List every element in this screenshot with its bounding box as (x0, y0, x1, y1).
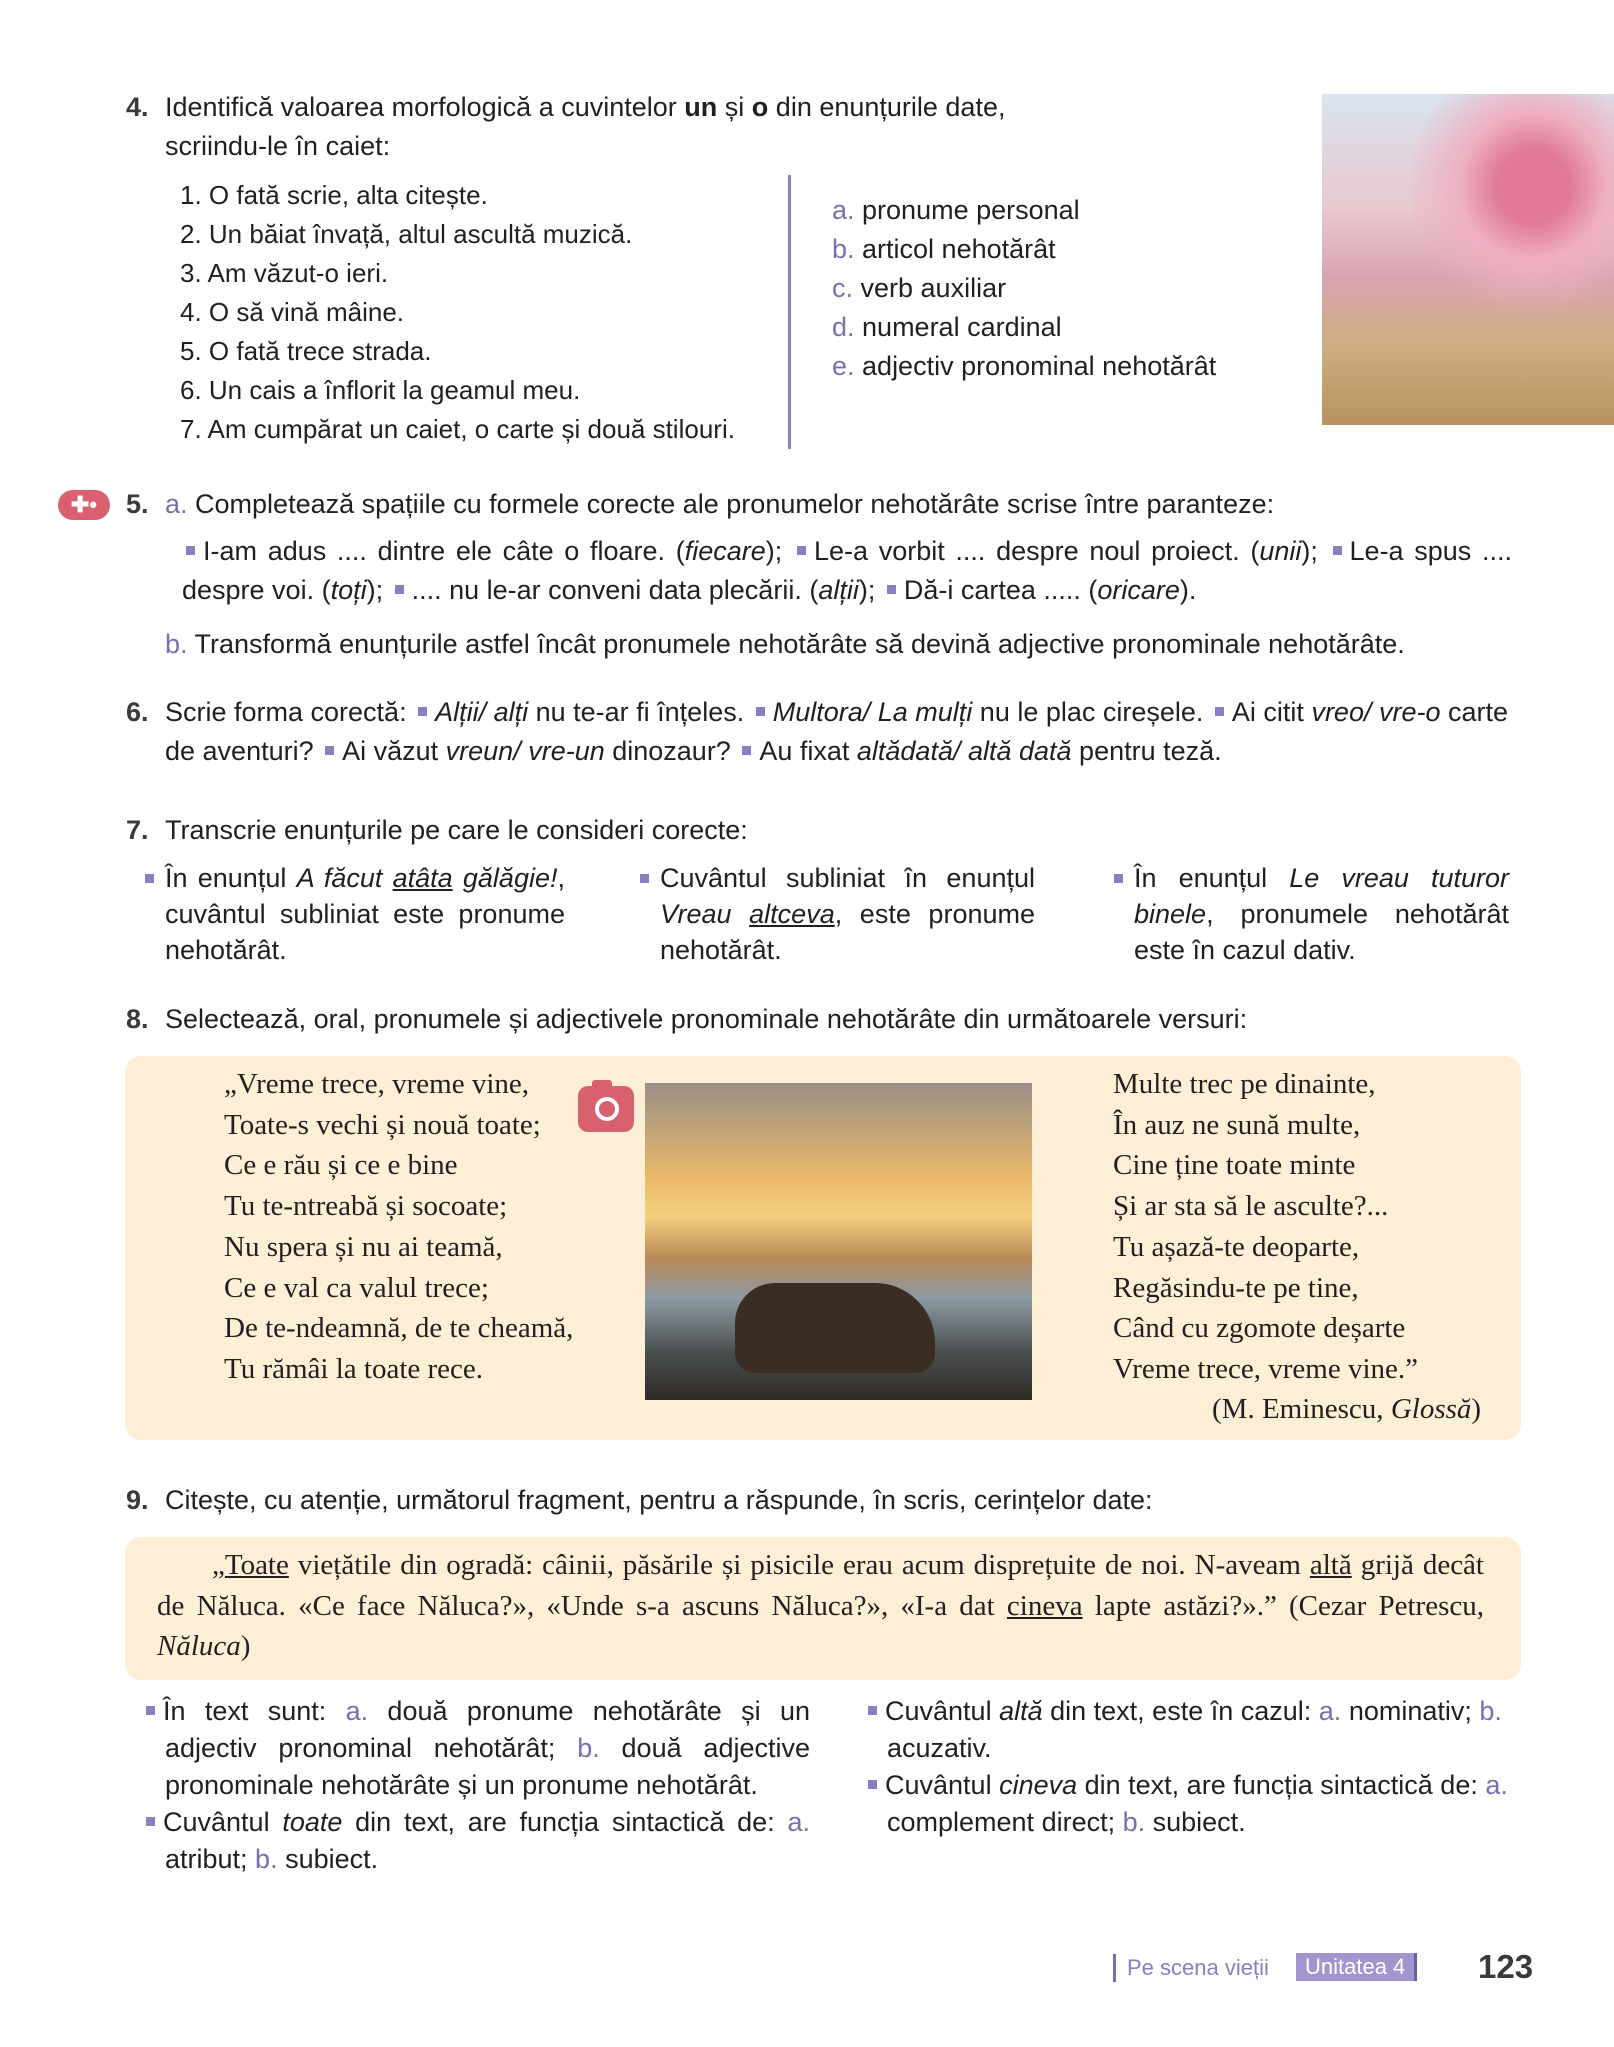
text-segment: Transformă enunțurile astfel încât pronumele nehotărâte să devină adjective pronominale nehotărâte. (187, 629, 1405, 659)
list-line: Nu spera și nu ai teamă, (224, 1230, 503, 1263)
option-item (832, 308, 1216, 347)
text-segment: atribut; (165, 1844, 256, 1874)
exercise-number: 4. (126, 92, 149, 122)
option-item (832, 230, 1216, 269)
text-segment: din text, are funcția sintactică de: (1077, 1770, 1486, 1800)
option-label: b. (1122, 1807, 1146, 1837)
exercise-number: 5. (126, 489, 149, 519)
text-segment: viețătile din ogradă: câinii, păsările și pisicile erau acum disprețuite de noi. N-aveam (288, 1549, 1310, 1581)
text-segment: nu te-ar fi înțeles. (528, 697, 752, 727)
text-segment: subiect. (1145, 1807, 1246, 1837)
statement-text (1134, 860, 1509, 968)
option-label: d. (832, 312, 863, 342)
text-segment: , cuvântul subliniat este pronume nehotărât. (165, 863, 565, 965)
text-segment: din text, are funcția sintactică de: (342, 1807, 788, 1837)
text-segment: Le-a vorbit .... despre noul proiect. ( (813, 536, 1260, 566)
text-segment: Toate (224, 1549, 289, 1581)
text-segment: complement direct; (887, 1807, 1123, 1837)
text-segment: Glossă (1390, 1393, 1472, 1425)
text-segment: „ (212, 1549, 225, 1581)
bullet-icon (1215, 707, 1224, 716)
bullet-icon (742, 746, 751, 755)
poem-attribution (1212, 1389, 1481, 1430)
text-segment: Cuvântul (885, 1696, 1000, 1726)
option-text: verb auxiliar (860, 273, 1007, 303)
text-segment: carte de aventuri? (165, 697, 1509, 766)
list-line: 7. Am cumpărat un caiet, o carte și două stilouri. (180, 414, 735, 444)
option-label: b. (577, 1733, 600, 1763)
bullet-icon (797, 546, 806, 555)
bullet-icon (868, 1706, 877, 1715)
footer-divider (1113, 1954, 1116, 1982)
blossom-photo (1322, 94, 1614, 425)
poem-right-column (1113, 1064, 1418, 1390)
text-segment: gălăgie! (452, 863, 558, 893)
underlined-word (393, 863, 453, 893)
list-line: Tu te-ntreabă și socoate; (224, 1190, 508, 1223)
text-segment: Le-a spus .... despre voi. ( (182, 536, 1512, 605)
text-segment: Identifică valoarea morfologică a cuvintelor (165, 92, 685, 122)
text-segment: Ai văzut (342, 736, 446, 766)
exercise-number: 9. (126, 1485, 149, 1515)
question-right-column (887, 1693, 1509, 1841)
option-label: a. (1485, 1770, 1508, 1800)
list-line: 2. Un băiat învață, altul ascultă muzică. (180, 219, 633, 249)
exercise-5a-prompt (165, 485, 1274, 524)
text-segment: ) (240, 1630, 251, 1663)
text-segment: din text, este în cazul: (1042, 1696, 1319, 1726)
text-segment: Alții/ alți (435, 697, 529, 727)
exercise-6-text (165, 693, 1515, 771)
list-line: 5. O fată trece strada. (180, 336, 432, 366)
question-item (864, 1693, 1509, 1767)
list-line: Tu așază-te deoparte, (1113, 1230, 1360, 1263)
unit-badge: Unitatea 4 (1296, 1953, 1417, 1981)
option-text: pronume personal (862, 195, 1080, 225)
text-segment: ). (1179, 575, 1197, 605)
text-segment: oricare (1097, 575, 1180, 605)
text-segment: dinozaur? (604, 736, 739, 766)
bullet-icon (887, 585, 896, 594)
list-line: 4. O să vină mâine. (180, 297, 404, 327)
list-line: Tu rămâi la toate rece. (224, 1352, 484, 1385)
poem-left-column (224, 1064, 573, 1390)
exercise-7-prompt (165, 811, 748, 850)
exercise-5a-sentences (182, 532, 1512, 610)
text-segment: Cuvântul (163, 1807, 283, 1837)
text-segment: În enunțul (165, 863, 297, 893)
list-line: Ce e val ca valul trece; (224, 1271, 489, 1304)
option-text: numeral cardinal (862, 312, 1062, 342)
list-line: Toate-s vechi și nouă toate; (224, 1108, 541, 1141)
text-segment: toate (282, 1807, 343, 1837)
text-segment: Au fixat (759, 736, 857, 766)
text-segment: Cuvântul subliniat în enunțul (660, 863, 1035, 893)
text-segment: scriindu-le în caiet: (165, 131, 391, 161)
question-left-column (165, 1693, 810, 1878)
fragment-text (157, 1545, 1484, 1667)
text-segment: acuzativ. (887, 1733, 992, 1763)
divider (788, 175, 791, 449)
text-segment: , este pronume nehotărât. (660, 899, 1035, 965)
text-segment: , pronumele nehotărât este în cazul dativ. (1134, 899, 1509, 965)
text-segment: ); (1301, 536, 1329, 566)
list-line: Ce e rău și ce e bine (224, 1149, 458, 1182)
option-label: a. (1318, 1696, 1342, 1726)
text-segment: .... nu le-ar conveni data plecării. ( (411, 575, 819, 605)
text-segment: Citește, cu atenție, următorul fragment, pentru a răspunde, în scris, cerințelor date: (165, 1485, 1153, 1515)
text-segment: I-am adus .... dintre ele câte o floare. ( (203, 536, 685, 566)
text-segment: nominativ; (1341, 1696, 1480, 1726)
sentence-list (180, 176, 735, 449)
text-segment: pentru teză. (1071, 736, 1222, 766)
option-label: b. (165, 629, 188, 659)
text-segment: Vreau (660, 899, 750, 929)
text-segment: A făcut (296, 863, 393, 893)
bullet-icon (146, 1817, 155, 1826)
text-segment: Ai citit (1231, 697, 1312, 727)
text-segment: toți (330, 575, 367, 605)
exercise-8-prompt (165, 1000, 1247, 1039)
bullet-icon (868, 1780, 877, 1789)
page-number: 123 (1478, 1948, 1534, 1985)
text-segment: atâta (392, 863, 453, 893)
statement-3 (1134, 860, 1509, 968)
text-segment: În enunțul (1134, 863, 1290, 893)
option-label: c. (832, 273, 861, 303)
text-segment: două adjective pronominale nehotărâte și un pronume nehotărât. (165, 1733, 810, 1800)
option-list (832, 191, 1216, 386)
text-segment: Năluca (157, 1630, 241, 1663)
exercise-9-prompt (165, 1481, 1153, 1520)
text-segment: lapte astăzi?».” (Cezar Petrescu, (1082, 1589, 1484, 1622)
option-text: adjectiv pronominal nehotărât (862, 351, 1217, 381)
option-item (832, 269, 1216, 308)
list-line: 1. O fată scrie, alta citește. (180, 180, 488, 210)
statement-text (165, 860, 565, 968)
text-segment: fiecare (684, 536, 766, 566)
text-segment: Cuvântul (885, 1770, 1000, 1800)
option-label: a. (345, 1696, 369, 1726)
text-segment: alții (818, 575, 859, 605)
list-line: Vreme trece, vreme vine.” (1113, 1352, 1418, 1385)
list-line: 3. Am văzut-o ieri. (180, 258, 389, 288)
option-label: b. (832, 234, 863, 264)
exercise-4-prompt (165, 88, 1005, 127)
bullet-icon (1333, 546, 1342, 555)
list-line: 6. Un cais a înflorit la geamul meu. (180, 375, 581, 405)
text-segment: unii (1259, 536, 1302, 566)
text-segment: cineva (999, 1770, 1078, 1800)
list-line: Cine ține toate minte (1113, 1149, 1356, 1182)
bullet-icon (418, 707, 427, 716)
underlined-word (749, 899, 835, 929)
text-segment: subiect. (277, 1844, 379, 1874)
text-segment: Scrie forma corectă: (165, 697, 415, 727)
exercise-5b-prompt (165, 625, 1405, 664)
option-label: b. (255, 1844, 278, 1874)
question-item (864, 1767, 1509, 1841)
underlined-word (225, 1549, 289, 1581)
text-segment: ) (1471, 1393, 1482, 1425)
bullet-icon (395, 585, 404, 594)
text-segment: ); (765, 536, 793, 566)
list-line: Și ar sta să le asculte?... (1113, 1190, 1389, 1223)
statement-2 (660, 860, 1035, 968)
text-segment: o (751, 92, 769, 122)
question-item (142, 1804, 810, 1878)
list-line: De te-ndeamnă, de te cheamă, (224, 1312, 574, 1345)
question-item (142, 1693, 810, 1804)
option-label: a. (832, 195, 863, 225)
bullet-icon (325, 746, 334, 755)
text-segment: Transcrie enunțurile pe care le consideri corecte: (165, 815, 748, 845)
text-segment: grijă decât de Năluca. «Ce face Năluca?», «Unde s-a ascuns Năluca?», «I-a dat (157, 1549, 1484, 1622)
list-line: În auz ne sună multe, (1113, 1108, 1361, 1141)
camera-icon (578, 1086, 634, 1132)
option-text: articol nehotărât (862, 234, 1056, 264)
text-segment: vreo/ vre-o (1311, 697, 1441, 727)
option-label: a. (787, 1807, 810, 1837)
footer-section: Pe scena vieții (1127, 1955, 1269, 1980)
option-label: b. (1479, 1696, 1502, 1726)
bullet-icon (186, 546, 195, 555)
text-segment: vreun/ vre-un (445, 736, 605, 766)
text-segment: altă (1309, 1549, 1352, 1581)
text-segment: ); (858, 575, 883, 605)
text-segment: În text sunt: (163, 1696, 346, 1726)
sea-wave-photo (645, 1083, 1032, 1400)
exercise-number: 6. (126, 697, 149, 727)
text-segment: Completează spațiile cu formele corecte ale pronumelor nehotărâte scrise între paranteze: (187, 489, 1275, 519)
text-segment: (M. Eminescu, (1212, 1393, 1391, 1425)
list-line: „Vreme trece, vreme vine, (224, 1068, 529, 1100)
option-item (832, 347, 1216, 386)
text-segment: cineva (1006, 1589, 1083, 1622)
text-segment: Selectează, oral, pronumele și adjectivele pronominale nehotărâte din următoarele versuri: (165, 1004, 1248, 1034)
exercise-number: 7. (126, 815, 149, 845)
bullet-icon (756, 707, 765, 716)
list-line: Când cu zgomote deșarte (1113, 1312, 1406, 1345)
underlined-word (1310, 1549, 1352, 1581)
statement-1 (165, 860, 565, 968)
option-item (832, 191, 1216, 230)
text-segment: nu le plac cireșele. (972, 697, 1211, 727)
text-segment: Le vreau tuturor binele (1134, 863, 1509, 929)
game-icon: ✚• (58, 490, 110, 520)
text-segment: ); (366, 575, 391, 605)
list-line: Regăsindu-te pe tine, (1113, 1271, 1359, 1304)
text-segment: din enunțurile date, (768, 92, 1006, 122)
exercise-4-prompt-2 (165, 127, 390, 166)
text-segment: un (684, 92, 718, 122)
text-segment: două pronume nehotărâte și un adjectiv pronominal nehotărât; (165, 1696, 810, 1763)
text-segment: și (717, 92, 752, 122)
bullet-icon (146, 1706, 155, 1715)
option-label: a. (165, 489, 188, 519)
option-label: e. (832, 351, 863, 381)
text-segment: altceva (749, 899, 835, 929)
text-segment: altădată/ altă dată (856, 736, 1072, 766)
list-line: Multe trec pe dinainte, (1113, 1068, 1376, 1100)
exercise-number: 8. (126, 1004, 149, 1034)
text-segment: Multora/ La mulți (772, 697, 973, 727)
underlined-word (1007, 1590, 1083, 1622)
statement-text (660, 860, 1035, 968)
text-segment: Dă-i cartea ..... ( (903, 575, 1098, 605)
text-segment: altă (999, 1696, 1043, 1726)
